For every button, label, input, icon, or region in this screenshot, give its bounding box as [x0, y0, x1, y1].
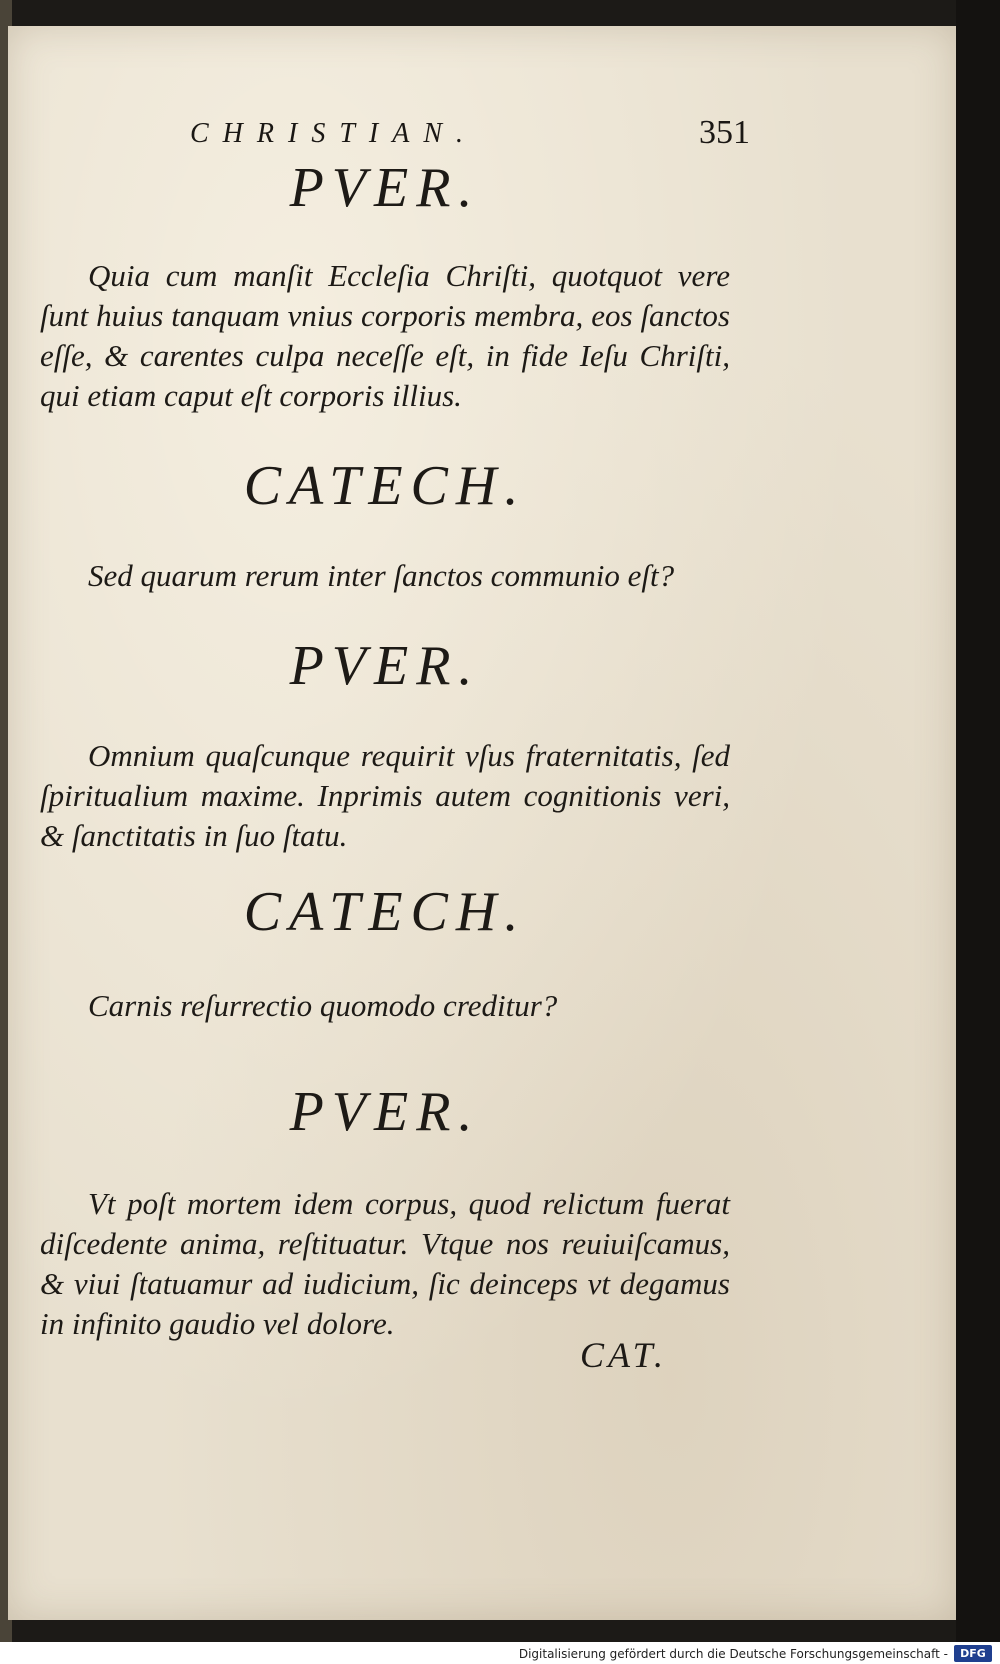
page-header — [190, 114, 750, 158]
dfg-logo-icon: DFG — [954, 1645, 992, 1662]
speaker-heading: CATECH. — [243, 881, 527, 943]
page-number: 351 — [699, 114, 750, 151]
catchword: CAT. — [580, 1335, 668, 1375]
speaker-heading: CATECH. — [243, 455, 527, 517]
page-text — [40, 157, 730, 1344]
scan-background-right — [956, 0, 1000, 1664]
paragraph: Quia cum manſit Eccleſia Chriſti, quotquot vere ſunt huius tanquam vnius corporis membra, eos ſanctos eſſe, & carentes culpa neceſſe eſt, in fide Ieſu Chriſti, qui etiam caput eſt corporis illius. — [40, 258, 730, 413]
funding-notice: Digitalisierung gefördert durch die Deutsche Forschungsgemeinschaft - — [518, 1647, 948, 1661]
speaker-heading: PVER. — [289, 1081, 481, 1143]
paragraph: Vt poſt mortem idem corpus, quod relictum fuerat diſcedente anima, reſtituatur. Vtque nos reuiuiſcamus, & viui ſtatuamur ad iudicium, ſic deinceps vt degamus in infinito gaudio vel dolore. — [40, 1186, 730, 1341]
running-head: CHRISTIAN. — [190, 118, 477, 149]
paragraph: Sed quarum rerum inter ſanctos communio eſt? — [88, 558, 675, 593]
speaker-heading: PVER. — [289, 157, 481, 219]
footer-bar — [0, 1642, 1000, 1664]
paragraph: Omnium quaſcunque requirit vſus fraternitatis, ſed ſpiritualium maxime. Inprimis autem cognitionis veri, & ſanctitatis in ſuo ſtatu. — [40, 738, 730, 853]
paragraph: Carnis reſurrectio quomodo creditur? — [88, 988, 558, 1023]
speaker-heading: PVER. — [289, 635, 481, 697]
